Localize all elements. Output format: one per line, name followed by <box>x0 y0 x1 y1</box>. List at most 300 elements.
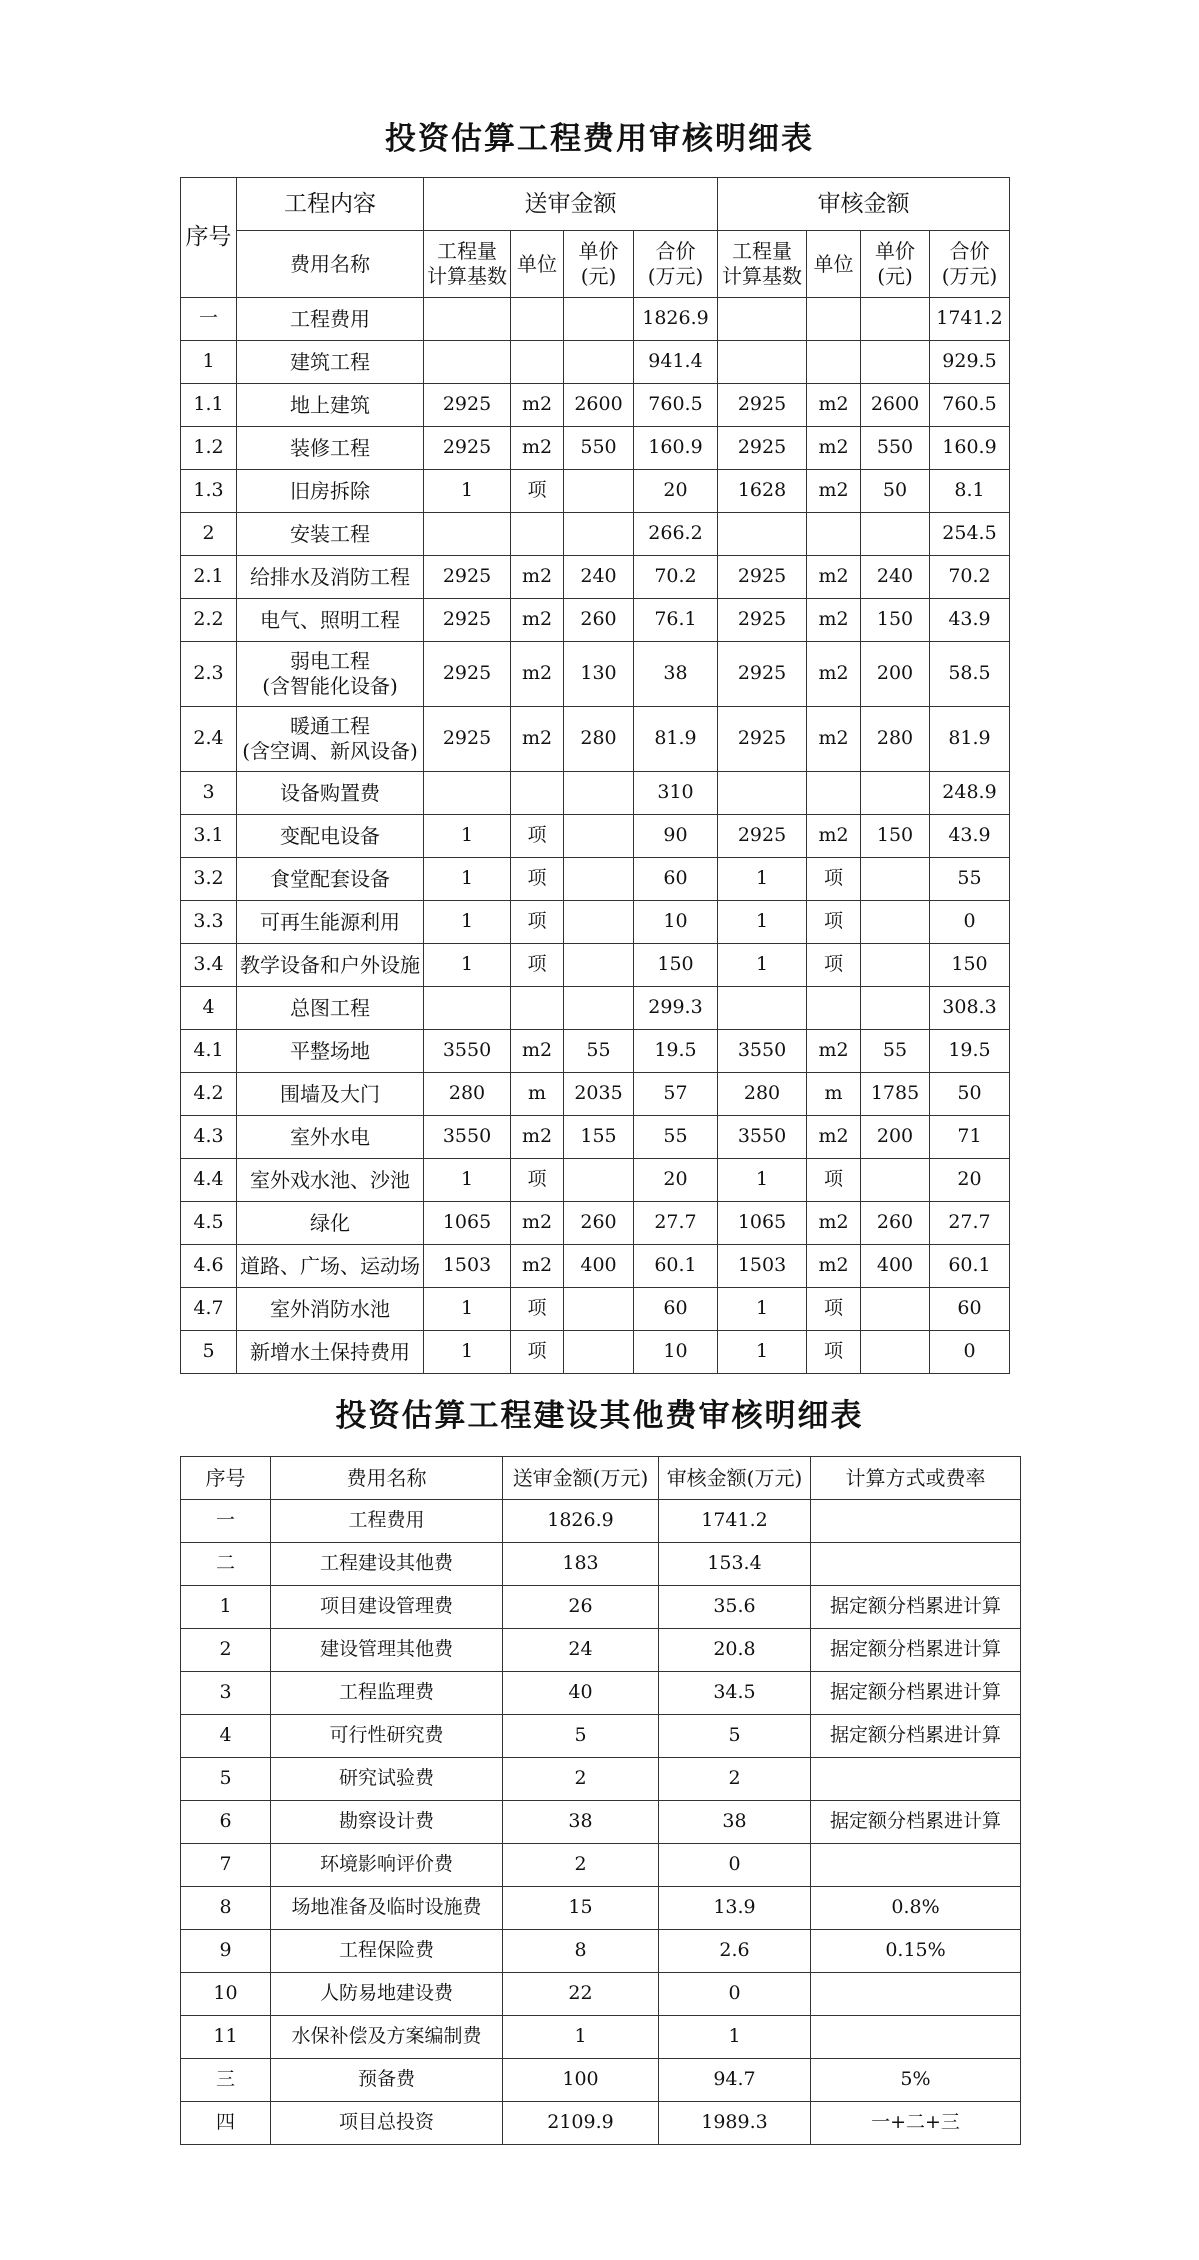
row-name: 项目建设管理费 <box>271 1586 503 1629</box>
row-name: 场地准备及临时设施费 <box>271 1887 503 1930</box>
audited-total: 27.7 <box>930 1202 1010 1245</box>
submitted-unit <box>511 987 564 1030</box>
audited-total: 150 <box>930 944 1010 987</box>
row-name: 工程费用 <box>237 298 424 341</box>
row-seq: 7 <box>181 1844 271 1887</box>
submitted-unit: m2 <box>511 1245 564 1288</box>
audited-unit: m <box>807 1073 861 1116</box>
row-seq: 2.4 <box>181 707 237 772</box>
submitted-unit: m2 <box>511 1030 564 1073</box>
submitted-price <box>564 944 634 987</box>
audited-price <box>861 298 930 341</box>
audited-qty <box>718 513 807 556</box>
row-name: 预备费 <box>271 2059 503 2102</box>
submitted-price: 155 <box>564 1116 634 1159</box>
calc-method <box>811 1758 1021 1801</box>
audited-amount: 1 <box>659 2016 811 2059</box>
calc-method: 5% <box>811 2059 1021 2102</box>
audited-qty <box>718 341 807 384</box>
submitted-amount: 40 <box>503 1672 659 1715</box>
table-row <box>181 1844 1021 1887</box>
row-seq: 5 <box>181 1758 271 1801</box>
header-seq: 序号 <box>181 178 237 298</box>
header-submitted-price: 单价 (元) <box>564 231 634 298</box>
row-seq: 4.5 <box>181 1202 237 1245</box>
submitted-unit <box>511 341 564 384</box>
header-method: 计算方式或费率 <box>811 1457 1021 1500</box>
calc-method <box>811 2016 1021 2059</box>
row-seq: 2 <box>181 513 237 556</box>
row-seq: 5 <box>181 1331 237 1374</box>
header-submitted: 送审金额 <box>424 178 718 231</box>
row-seq: 3.4 <box>181 944 237 987</box>
row-seq: 4.1 <box>181 1030 237 1073</box>
table-row <box>181 1930 1021 1973</box>
audited-unit: m2 <box>807 470 861 513</box>
submitted-amount: 8 <box>503 1930 659 1973</box>
row-name: 绿化 <box>237 1202 424 1245</box>
calc-method: 据定额分档累进计算 <box>811 1629 1021 1672</box>
submitted-unit: m <box>511 1073 564 1116</box>
table-row <box>181 901 1010 944</box>
audited-total: 1741.2 <box>930 298 1010 341</box>
row-seq: 2.2 <box>181 599 237 642</box>
submitted-total: 160.9 <box>634 427 718 470</box>
audited-amount: 38 <box>659 1801 811 1844</box>
row-name: 暖通工程 (含空调、新风设备) <box>237 707 424 772</box>
submitted-total: 941.4 <box>634 341 718 384</box>
audited-amount: 153.4 <box>659 1543 811 1586</box>
audited-price <box>861 1159 930 1202</box>
table-row <box>181 470 1010 513</box>
submitted-total: 81.9 <box>634 707 718 772</box>
submitted-qty: 2925 <box>424 427 511 470</box>
audited-qty: 2925 <box>718 556 807 599</box>
audited-qty: 2925 <box>718 815 807 858</box>
audited-total: 55 <box>930 858 1010 901</box>
audited-qty: 3550 <box>718 1116 807 1159</box>
submitted-qty: 2925 <box>424 384 511 427</box>
audited-price: 280 <box>861 707 930 772</box>
audited-price: 2600 <box>861 384 930 427</box>
row-seq: 8 <box>181 1887 271 1930</box>
header-fee-name: 费用名称 <box>271 1457 503 1500</box>
header-submitted-unit: 单位 <box>511 231 564 298</box>
audited-qty: 1 <box>718 1331 807 1374</box>
audited-qty: 1 <box>718 1288 807 1331</box>
submitted-qty: 3550 <box>424 1116 511 1159</box>
table-row <box>181 1159 1010 1202</box>
audited-unit <box>807 987 861 1030</box>
table-row <box>181 427 1010 470</box>
row-seq: 四 <box>181 2102 271 2145</box>
row-name: 地上建筑 <box>237 384 424 427</box>
submitted-unit: m2 <box>511 707 564 772</box>
audited-unit: m2 <box>807 707 861 772</box>
header-audited: 审核金额(万元) <box>659 1457 811 1500</box>
audited-amount: 35.6 <box>659 1586 811 1629</box>
row-name: 总图工程 <box>237 987 424 1030</box>
submitted-unit: m2 <box>511 1116 564 1159</box>
row-name: 水保补偿及方案编制费 <box>271 2016 503 2059</box>
audited-total: 60.1 <box>930 1245 1010 1288</box>
row-seq: 4.6 <box>181 1245 237 1288</box>
row-seq: 一 <box>181 1500 271 1543</box>
header-seq: 序号 <box>181 1457 271 1500</box>
table-row <box>181 1202 1010 1245</box>
submitted-total: 76.1 <box>634 599 718 642</box>
audited-price: 200 <box>861 642 930 707</box>
audited-qty: 1 <box>718 901 807 944</box>
submitted-price <box>564 470 634 513</box>
submitted-amount: 15 <box>503 1887 659 1930</box>
row-name: 项目总投资 <box>271 2102 503 2145</box>
audited-price: 260 <box>861 1202 930 1245</box>
table-row <box>181 1073 1010 1116</box>
submitted-qty: 1 <box>424 470 511 513</box>
table2-header-row <box>181 1457 1021 1500</box>
calc-method <box>811 1844 1021 1887</box>
submitted-total: 760.5 <box>634 384 718 427</box>
submitted-unit: 项 <box>511 815 564 858</box>
submitted-qty: 1 <box>424 901 511 944</box>
submitted-qty: 2925 <box>424 599 511 642</box>
audited-total: 8.1 <box>930 470 1010 513</box>
submitted-unit: 项 <box>511 1288 564 1331</box>
row-name: 教学设备和户外设施 <box>237 944 424 987</box>
calc-method: 据定额分档累进计算 <box>811 1672 1021 1715</box>
table-row <box>181 1801 1021 1844</box>
submitted-qty: 2925 <box>424 556 511 599</box>
audited-qty: 1503 <box>718 1245 807 1288</box>
audited-total: 160.9 <box>930 427 1010 470</box>
row-seq: 4.3 <box>181 1116 237 1159</box>
audited-amount: 13.9 <box>659 1887 811 1930</box>
submitted-price: 130 <box>564 642 634 707</box>
table-row <box>181 707 1010 772</box>
audited-unit: 项 <box>807 944 861 987</box>
audited-price <box>861 341 930 384</box>
submitted-price <box>564 513 634 556</box>
submitted-total: 310 <box>634 772 718 815</box>
audited-qty <box>718 772 807 815</box>
audited-qty <box>718 987 807 1030</box>
row-name: 变配电设备 <box>237 815 424 858</box>
table-row <box>181 1887 1021 1930</box>
row-seq: 3.1 <box>181 815 237 858</box>
table-row <box>181 1586 1021 1629</box>
header-content: 工程内容 <box>237 178 424 231</box>
audited-unit: m2 <box>807 1245 861 1288</box>
row-name: 食堂配套设备 <box>237 858 424 901</box>
table-row <box>181 772 1010 815</box>
audited-price <box>861 1331 930 1374</box>
audited-unit: m2 <box>807 1030 861 1073</box>
table-row <box>181 513 1010 556</box>
row-seq: 3.2 <box>181 858 237 901</box>
submitted-total: 20 <box>634 470 718 513</box>
submitted-unit: 项 <box>511 858 564 901</box>
audited-price: 240 <box>861 556 930 599</box>
audited-price <box>861 858 930 901</box>
row-seq: 4.7 <box>181 1288 237 1331</box>
submitted-total: 10 <box>634 901 718 944</box>
table-row <box>181 1331 1010 1374</box>
submitted-unit: 项 <box>511 901 564 944</box>
submitted-amount: 38 <box>503 1801 659 1844</box>
submitted-unit: 项 <box>511 470 564 513</box>
submitted-unit: 项 <box>511 944 564 987</box>
other-cost-table <box>180 1456 1021 2145</box>
submitted-price: 55 <box>564 1030 634 1073</box>
header-submitted-total: 合价 (万元) <box>634 231 718 298</box>
submitted-unit: m2 <box>511 1202 564 1245</box>
table-row <box>181 1116 1010 1159</box>
header-audited-unit: 单位 <box>807 231 861 298</box>
audited-amount: 5 <box>659 1715 811 1758</box>
submitted-total: 27.7 <box>634 1202 718 1245</box>
submitted-amount: 100 <box>503 2059 659 2102</box>
audited-total: 50 <box>930 1073 1010 1116</box>
submitted-qty <box>424 341 511 384</box>
row-seq: 三 <box>181 2059 271 2102</box>
submitted-total: 38 <box>634 642 718 707</box>
audited-qty: 1 <box>718 1159 807 1202</box>
table-row <box>181 1288 1010 1331</box>
row-name: 室外水电 <box>237 1116 424 1159</box>
audited-amount: 2.6 <box>659 1930 811 1973</box>
header-audited-total: 合价 (万元) <box>930 231 1010 298</box>
audited-price: 550 <box>861 427 930 470</box>
submitted-unit: 项 <box>511 1159 564 1202</box>
submitted-price <box>564 341 634 384</box>
row-name: 室外消防水池 <box>237 1288 424 1331</box>
table-row <box>181 2059 1021 2102</box>
row-name: 弱电工程 (含智能化设备) <box>237 642 424 707</box>
row-name: 围墙及大门 <box>237 1073 424 1116</box>
audited-unit: m2 <box>807 1116 861 1159</box>
table-row <box>181 1973 1021 2016</box>
row-seq: 4 <box>181 987 237 1030</box>
audited-price: 50 <box>861 470 930 513</box>
row-name: 新增水土保持费用 <box>237 1331 424 1374</box>
submitted-qty: 1065 <box>424 1202 511 1245</box>
submitted-price: 260 <box>564 1202 634 1245</box>
table1-header-row-2 <box>181 231 1010 298</box>
header-submitted-qty: 工程量 计算基数 <box>424 231 511 298</box>
audited-unit: m2 <box>807 384 861 427</box>
audited-qty: 2925 <box>718 384 807 427</box>
audited-total: 71 <box>930 1116 1010 1159</box>
submitted-total: 60 <box>634 858 718 901</box>
submitted-unit: 项 <box>511 1331 564 1374</box>
audited-total: 43.9 <box>930 815 1010 858</box>
table-row <box>181 1629 1021 1672</box>
row-seq: 9 <box>181 1930 271 1973</box>
table-row <box>181 1672 1021 1715</box>
table-row <box>181 815 1010 858</box>
row-name: 人防易地建设费 <box>271 1973 503 2016</box>
audited-qty: 3550 <box>718 1030 807 1073</box>
submitted-qty: 1 <box>424 858 511 901</box>
submitted-price <box>564 298 634 341</box>
audited-qty: 1065 <box>718 1202 807 1245</box>
submitted-qty: 2925 <box>424 707 511 772</box>
audited-total: 19.5 <box>930 1030 1010 1073</box>
audited-price <box>861 1288 930 1331</box>
submitted-qty: 280 <box>424 1073 511 1116</box>
submitted-price <box>564 1331 634 1374</box>
submitted-unit: m2 <box>511 642 564 707</box>
row-name: 工程监理费 <box>271 1672 503 1715</box>
submitted-qty: 1 <box>424 1159 511 1202</box>
audited-amount: 2 <box>659 1758 811 1801</box>
audited-qty: 2925 <box>718 642 807 707</box>
row-seq: 6 <box>181 1801 271 1844</box>
audited-total: 70.2 <box>930 556 1010 599</box>
audited-unit: 项 <box>807 858 861 901</box>
submitted-amount: 5 <box>503 1715 659 1758</box>
table1-title: 投资估算工程费用审核明细表 <box>385 121 814 157</box>
audited-total: 81.9 <box>930 707 1010 772</box>
row-name: 给排水及消防工程 <box>237 556 424 599</box>
row-seq: 一 <box>181 298 237 341</box>
audited-total: 929.5 <box>930 341 1010 384</box>
audited-unit <box>807 513 861 556</box>
table-row <box>181 556 1010 599</box>
submitted-total: 60 <box>634 1288 718 1331</box>
table-row <box>181 1543 1021 1586</box>
submitted-unit: m2 <box>511 599 564 642</box>
row-seq: 2.3 <box>181 642 237 707</box>
submitted-price: 400 <box>564 1245 634 1288</box>
calc-method: 据定额分档累进计算 <box>811 1586 1021 1629</box>
audited-unit: 项 <box>807 1331 861 1374</box>
submitted-price: 240 <box>564 556 634 599</box>
audited-unit <box>807 298 861 341</box>
submitted-price <box>564 815 634 858</box>
table-row <box>181 944 1010 987</box>
table-row <box>181 1715 1021 1758</box>
row-name: 电气、照明工程 <box>237 599 424 642</box>
submitted-amount: 2 <box>503 1758 659 1801</box>
audited-total: 248.9 <box>930 772 1010 815</box>
header-fee-name: 费用名称 <box>237 231 424 298</box>
table-row <box>181 599 1010 642</box>
audited-unit: 项 <box>807 901 861 944</box>
submitted-total: 20 <box>634 1159 718 1202</box>
submitted-price <box>564 1288 634 1331</box>
audited-total: 0 <box>930 1331 1010 1374</box>
header-submitted: 送审金额(万元) <box>503 1457 659 1500</box>
calc-method: 一+二+三 <box>811 2102 1021 2145</box>
calc-method: 0.8% <box>811 1887 1021 1930</box>
submitted-total: 90 <box>634 815 718 858</box>
row-seq: 4.2 <box>181 1073 237 1116</box>
submitted-unit <box>511 513 564 556</box>
submitted-unit <box>511 772 564 815</box>
audited-total: 254.5 <box>930 513 1010 556</box>
audited-price <box>861 513 930 556</box>
audited-qty: 2925 <box>718 599 807 642</box>
row-seq: 3 <box>181 1672 271 1715</box>
calc-method: 0.15% <box>811 1930 1021 1973</box>
audited-amount: 1741.2 <box>659 1500 811 1543</box>
submitted-total: 60.1 <box>634 1245 718 1288</box>
submitted-price: 280 <box>564 707 634 772</box>
audited-total: 20 <box>930 1159 1010 1202</box>
audited-amount: 34.5 <box>659 1672 811 1715</box>
header-audited-qty: 工程量 计算基数 <box>718 231 807 298</box>
audited-price: 1785 <box>861 1073 930 1116</box>
row-seq: 1.2 <box>181 427 237 470</box>
audited-total: 308.3 <box>930 987 1010 1030</box>
row-name: 平整场地 <box>237 1030 424 1073</box>
submitted-price: 260 <box>564 599 634 642</box>
row-seq: 3.3 <box>181 901 237 944</box>
audited-amount: 20.8 <box>659 1629 811 1672</box>
row-name: 工程保险费 <box>271 1930 503 1973</box>
audited-price <box>861 772 930 815</box>
row-seq: 1.1 <box>181 384 237 427</box>
audited-price <box>861 944 930 987</box>
header-audited: 审核金额 <box>718 178 1010 231</box>
audited-unit: 项 <box>807 1288 861 1331</box>
audited-unit: 项 <box>807 1159 861 1202</box>
submitted-total: 150 <box>634 944 718 987</box>
row-name: 安装工程 <box>237 513 424 556</box>
submitted-qty: 1 <box>424 815 511 858</box>
row-seq: 11 <box>181 2016 271 2059</box>
submitted-price <box>564 1159 634 1202</box>
submitted-qty: 1 <box>424 1331 511 1374</box>
submitted-price <box>564 772 634 815</box>
submitted-unit: m2 <box>511 556 564 599</box>
audited-unit <box>807 341 861 384</box>
submitted-amount: 2 <box>503 1844 659 1887</box>
row-seq: 4 <box>181 1715 271 1758</box>
row-seq: 1.3 <box>181 470 237 513</box>
audited-total: 760.5 <box>930 384 1010 427</box>
row-seq: 1 <box>181 1586 271 1629</box>
table-row <box>181 858 1010 901</box>
submitted-qty: 2925 <box>424 642 511 707</box>
row-seq: 1 <box>181 341 237 384</box>
submitted-amount: 1 <box>503 2016 659 2059</box>
row-name: 旧房拆除 <box>237 470 424 513</box>
submitted-total: 70.2 <box>634 556 718 599</box>
row-seq: 3 <box>181 772 237 815</box>
submitted-total: 19.5 <box>634 1030 718 1073</box>
row-name: 建设管理其他费 <box>271 1629 503 1672</box>
submitted-amount: 26 <box>503 1586 659 1629</box>
audited-unit: m2 <box>807 556 861 599</box>
row-name: 道路、广场、运动场 <box>237 1245 424 1288</box>
submitted-total: 55 <box>634 1116 718 1159</box>
submitted-qty: 1503 <box>424 1245 511 1288</box>
audited-price <box>861 901 930 944</box>
audited-price <box>861 987 930 1030</box>
table-row <box>181 642 1010 707</box>
submitted-amount: 24 <box>503 1629 659 1672</box>
table-row <box>181 2102 1021 2145</box>
submitted-amount: 2109.9 <box>503 2102 659 2145</box>
submitted-unit: m2 <box>511 384 564 427</box>
calc-method <box>811 1973 1021 2016</box>
submitted-qty: 3550 <box>424 1030 511 1073</box>
row-seq: 10 <box>181 1973 271 2016</box>
table-row <box>181 1500 1021 1543</box>
